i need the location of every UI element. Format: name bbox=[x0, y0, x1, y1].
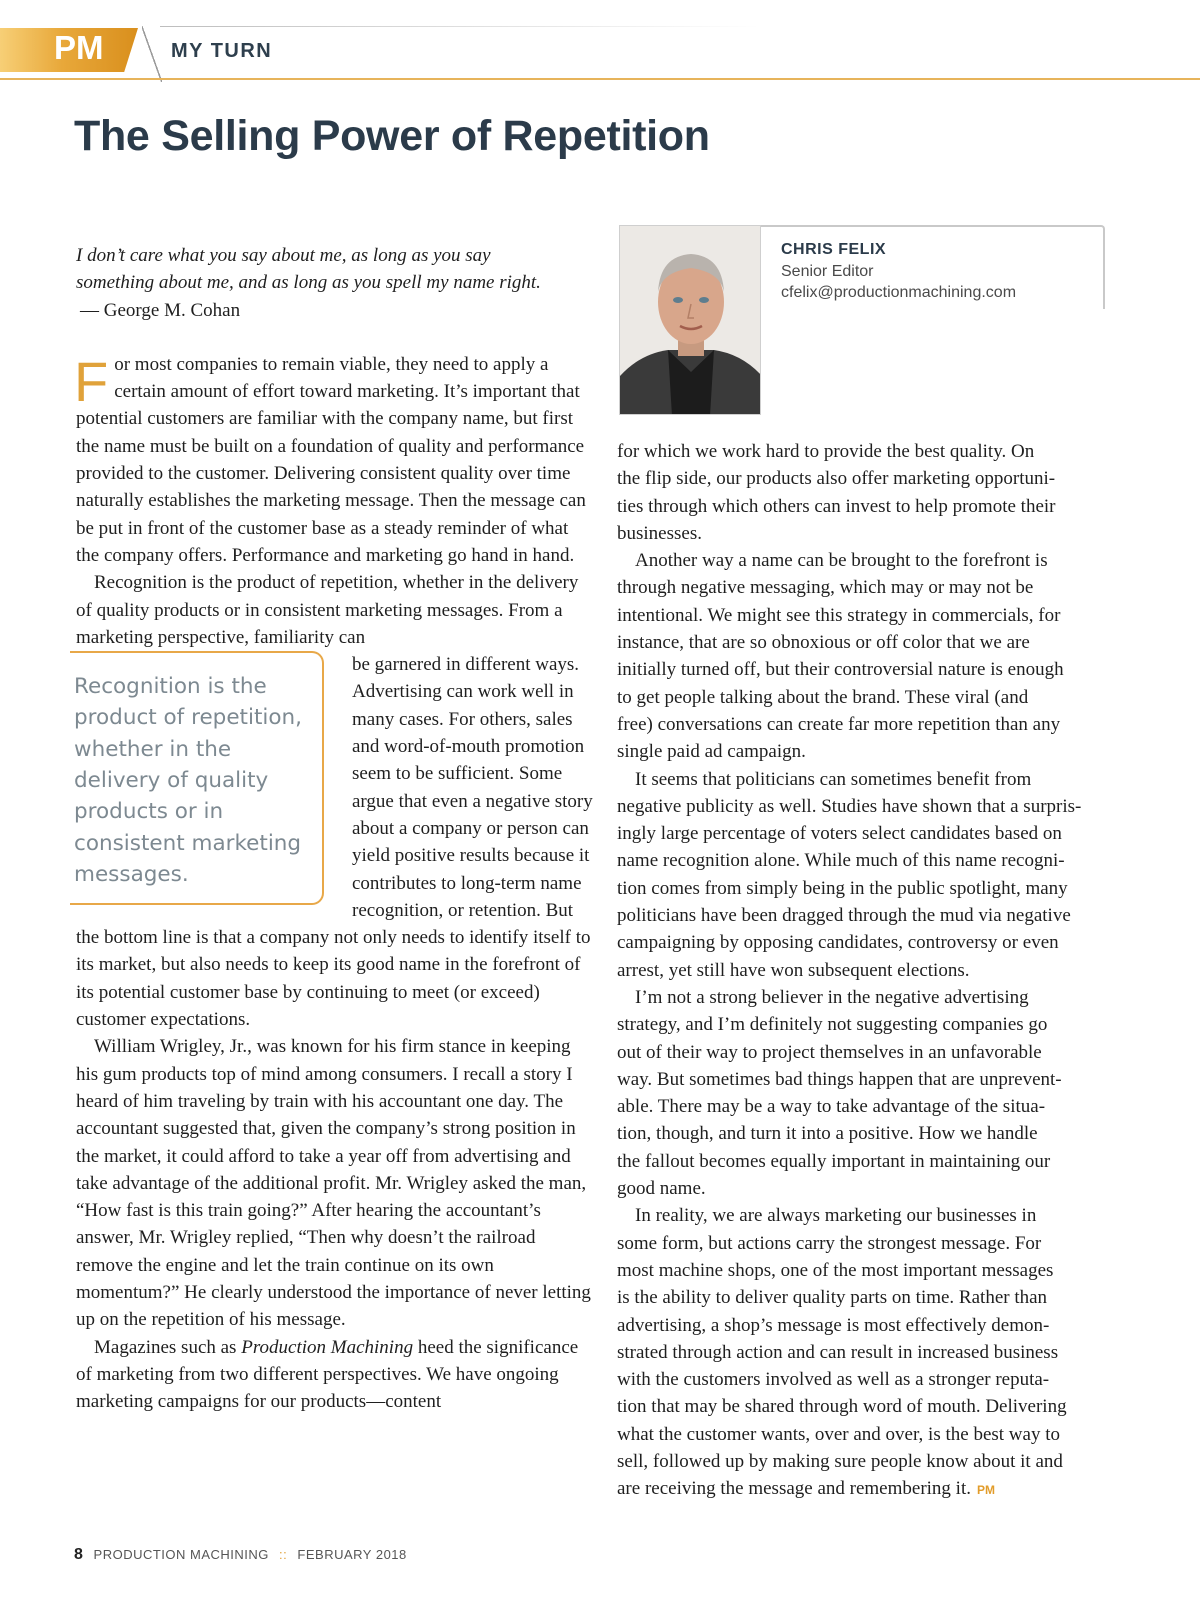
body-line: It seems that politicians can sometimes benefit from bbox=[635, 768, 1032, 790]
body-line: politicians have been dragged through the mud via negative bbox=[617, 905, 1071, 927]
left-column bbox=[76, 242, 596, 1415]
footer-separator: :: bbox=[279, 1547, 288, 1562]
body-line: ties through which others can invest to help promote their bbox=[617, 495, 1056, 517]
right-column bbox=[617, 438, 1125, 1505]
body-line: able. There may be a way to take advantage of the situa- bbox=[617, 1096, 1046, 1118]
epigraph-line: I don’t care what you say about me, as long as you say bbox=[76, 245, 491, 266]
body-line: I’m not a strong believer in the negative advertising bbox=[635, 986, 1029, 1008]
body-text: long-term name recognition, or retention. But the bottom line is that a company not only needs to identify itself to its market, but also needs to keep its good name in the forefront of its potential customer base by continuing to meet (or exceed) customer expectations. bbox=[76, 872, 591, 1031]
body-line: tion that may be shared through word of mouth. Delivering bbox=[617, 1396, 1067, 1418]
body-line: out of their way to project themselves in an unfavorable bbox=[617, 1041, 1042, 1063]
body-paragraph: William Wrigley, Jr., was known for his firm stance in keeping his gum products top of mind among consumers. I recall a story I heard of him traveling by train with his accountant one day. The accountant suggested that, given the company’s strong position in the market, it could afford to take a year off from advertising and take advantage of the additional profit. Mr. Wrigley asked the man, “How fast is this train going?” After hearing the accountant’s answer, Mr. Wrigley replied, “Then why doesn’t the railroad remove the engine and let the train continue on its own momentum?” He clearly understood the importance of never letting up on the repetition of his message. bbox=[76, 1036, 591, 1331]
pm-end-mark: PM bbox=[977, 1483, 995, 1498]
body-paragraph bbox=[76, 569, 596, 651]
body-line: what the customer wants, over and over, is the best way to bbox=[617, 1423, 1060, 1445]
body-line: way. But sometimes bad things happen that are unprevent- bbox=[617, 1068, 1062, 1090]
body-text: Recognition is the product of repetition, whether in the delivery of quality products or in consistent marketing messages. From a marketing perspective, familiarity can bbox=[76, 572, 579, 648]
body-line: tion, though, and turn it into a positive. How we handle bbox=[617, 1123, 1038, 1145]
epigraph-line: something about me, and as long as you spell my name right. bbox=[76, 272, 541, 294]
body-paragraph bbox=[617, 984, 1125, 1202]
body-text: be garnered in different ways. Advertising can work well in many cases. For others, sales and word-of-mouth promotion seem to be sufficient. Some argue that even a negative story about a company or person can yield positive results because it contributes to bbox=[352, 654, 593, 894]
body-paragraph bbox=[617, 438, 1125, 547]
body-line: for which we work hard to provide the best quality. On bbox=[617, 441, 1035, 462]
body-line: some form, but actions carry the strongest message. For bbox=[617, 1232, 1042, 1254]
header-divider bbox=[142, 26, 162, 82]
header-top-line bbox=[160, 26, 760, 27]
epigraph bbox=[76, 242, 596, 297]
body-line: through negative messaging, which may or may not be bbox=[617, 577, 1034, 599]
body-line: In reality, we are always marketing our businesses in bbox=[635, 1205, 1037, 1227]
body-line: to get people talking about the brand. These viral (and bbox=[617, 686, 1029, 708]
body-line: strated through action and can result in increased business bbox=[617, 1341, 1059, 1363]
body-line: sell, followed up by making sure people know about it and bbox=[617, 1450, 1063, 1472]
header-rule bbox=[0, 78, 1200, 80]
body-line: businesses. bbox=[617, 522, 702, 544]
author-email: cfelix@productionmachining.com bbox=[781, 284, 1017, 301]
body-line: arrest, yet still have won subsequent elections. bbox=[617, 959, 970, 981]
section-header bbox=[0, 26, 1200, 82]
body-line: instance, that are so obnoxious or off color that we are bbox=[617, 632, 1030, 654]
footer-issue: FEBRUARY 2018 bbox=[297, 1547, 407, 1562]
body-line: free) conversations can create far more repetition than any bbox=[617, 713, 1061, 735]
body-paragraph bbox=[617, 547, 1125, 765]
body-text: or most companies to remain viable, they need to apply a certain amount of effort toward marketing. It’s important that potential customers are familiar with the company name, but first the name must be built on a foundation of quality and performance provided to the customer. Delivering consistent quality over time naturally establishes the marketing message. Then the message can be put in front of the customer base as a steady reminder of what the company offers. Performance and marketing go hand in hand. bbox=[76, 353, 586, 566]
author-name: CHRIS FELIX bbox=[781, 241, 887, 258]
section-label: MY TURN bbox=[171, 40, 273, 62]
body-line: with the customers involved as well as a stronger reputa- bbox=[617, 1369, 1050, 1391]
body-line: initially turned off, but their controversial nature is enough bbox=[617, 659, 1064, 681]
pull-quote: Recognition is the product of repetition, whether in the delivery of quality products or in consistent marketing messages. bbox=[74, 674, 302, 887]
body-line: ingly large percentage of voters select candidates based on bbox=[617, 823, 1062, 845]
pull-quote-container bbox=[76, 651, 352, 923]
body-line: is the ability to deliver quality parts on time. Rather than bbox=[617, 1287, 1048, 1309]
body-line: advertising, a shop’s message is most effectively demon- bbox=[617, 1314, 1050, 1336]
footer-publication: PRODUCTION MACHINING bbox=[93, 1547, 269, 1562]
page-footer bbox=[74, 1546, 407, 1564]
article-title: The Selling Power of Repetition bbox=[74, 112, 710, 160]
body-text: Magazines such as bbox=[94, 1336, 237, 1358]
pm-logo: PM bbox=[54, 29, 104, 66]
publication-name: Production Machining bbox=[241, 1336, 414, 1358]
author-role: Senior Editor bbox=[781, 263, 874, 280]
body-line: tion comes from simply being in the public spotlight, many bbox=[617, 877, 1068, 899]
epigraph-attribution: — George M. Cohan bbox=[80, 299, 241, 321]
body-line: campaigning by opposing candidates, controversy or even bbox=[617, 932, 1059, 954]
body-line: the flip side, our products also offer marketing opportuni- bbox=[617, 468, 1056, 490]
body-paragraph bbox=[617, 766, 1125, 984]
body-line: single paid ad campaign. bbox=[617, 741, 806, 763]
body-line: are receiving the message and remembering it. bbox=[617, 1478, 971, 1500]
body-line: Another way a name can be brought to the forefront is bbox=[635, 550, 1048, 572]
author-photo bbox=[619, 225, 761, 415]
body-line: most machine shops, one of the most important messages bbox=[617, 1259, 1054, 1281]
body-text: heed the significance of marketing from two different perspectives. We have ongoing marketing campaigns for our products—content bbox=[76, 1336, 579, 1413]
body-line: intentional. We might see this strategy in commercials, for bbox=[617, 604, 1061, 626]
body-paragraph bbox=[76, 1334, 596, 1416]
body-line: the fallout becomes equally important in maintaining our bbox=[617, 1150, 1051, 1172]
body-paragraph bbox=[76, 351, 596, 569]
page-number: 8 bbox=[74, 1546, 84, 1563]
body-line: name recognition alone. While much of this name recogni- bbox=[617, 850, 1065, 872]
body-line: negative publicity as well. Studies have shown that a surpris- bbox=[617, 795, 1082, 817]
drop-cap: F bbox=[74, 349, 109, 413]
body-paragraph bbox=[617, 1202, 1125, 1504]
author-box bbox=[619, 225, 1105, 415]
body-line: good name. bbox=[617, 1178, 706, 1200]
body-line: strategy, and I’m definitely not suggesting companies go bbox=[617, 1014, 1048, 1036]
